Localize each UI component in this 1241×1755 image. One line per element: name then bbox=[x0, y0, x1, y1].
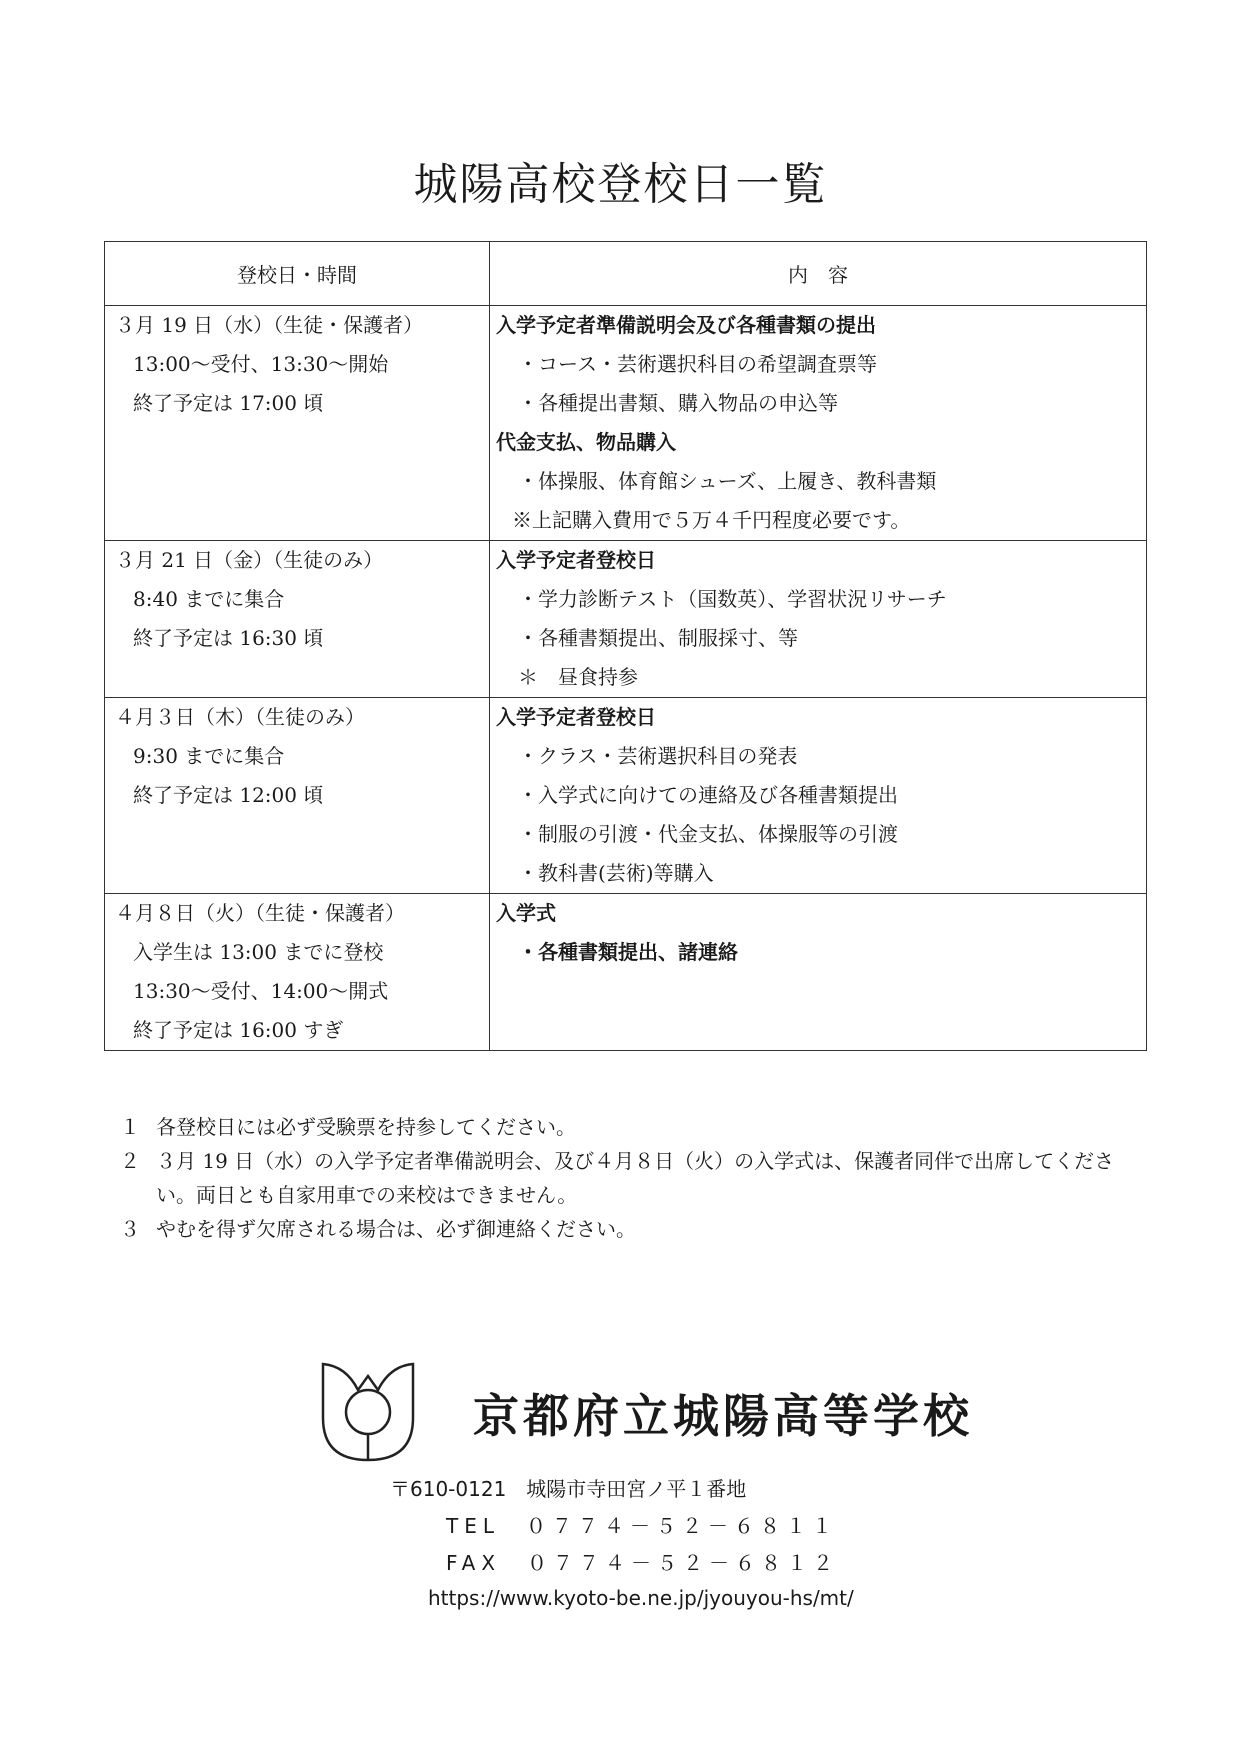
schedule-time-detail: 終了予定は 16:00 すぎ bbox=[133, 1018, 344, 1042]
content-heading: 代金支払、物品購入 bbox=[496, 430, 676, 454]
schedule-time-detail: 13:30～受付、14:00～開式 bbox=[133, 979, 389, 1003]
content-item: ・クラス・芸術選択科目の発表 bbox=[518, 744, 798, 768]
schedule-time-detail: 13:00～受付、13:30～開始 bbox=[133, 352, 389, 376]
header-content-label: 内 容 bbox=[788, 263, 848, 287]
schedule-row bbox=[105, 306, 1147, 541]
note-text: やむを得ず欠席される場合は、必ず御連絡ください。 bbox=[156, 1217, 636, 1241]
schedule-date: ３月 19 日（水）（生徒・保護者） bbox=[115, 313, 424, 337]
schedule-date-cell bbox=[105, 698, 490, 894]
schedule-time-detail: 8:40 までに集合 bbox=[133, 587, 285, 611]
content-item: ・教科書(芸術)等購入 bbox=[518, 861, 714, 885]
schedule-time-detail: 終了予定は 17:00 頃 bbox=[133, 391, 324, 415]
schedule-time-detail: 入学生は 13:00 までに登校 bbox=[133, 940, 384, 964]
school-website-link[interactable]: https://www.kyoto-be.ne.jp/jyouyou-hs/mt/ bbox=[428, 1586, 854, 1610]
content-item: ・制服の引渡・代金支払、体操服等の引渡 bbox=[518, 822, 898, 846]
schedule-date-cell bbox=[105, 894, 490, 1051]
note-text: ３月 19 日（水）の入学予定者準備説明会、及び４月８日（火）の入学式は、保護者同伴で出席してください。両日とも自家用車での来校はできません。 bbox=[156, 1149, 1115, 1207]
note-item bbox=[120, 1144, 1140, 1212]
content-item: ＊ 昼食持参 bbox=[518, 665, 638, 689]
note-number: １ bbox=[120, 1115, 140, 1139]
header-content bbox=[490, 242, 1147, 306]
content-item: ・学力診断テスト（国数英）、学習状況リサーチ bbox=[518, 587, 947, 611]
notes-list bbox=[120, 1110, 1140, 1246]
page-title: 城陽高校登校日一覧 bbox=[413, 159, 828, 210]
content-item: ・体操服、体育館シューズ、上履き、教科書類 bbox=[518, 469, 937, 493]
schedule-row bbox=[105, 894, 1147, 1051]
schedule-time-detail: 終了予定は 12:00 頃 bbox=[133, 783, 324, 807]
content-item: ・コース・芸術選択科目の希望調査票等 bbox=[518, 352, 877, 376]
content-heading: 入学予定者登校日 bbox=[496, 705, 656, 729]
schedule-content-cell bbox=[490, 541, 1147, 698]
school-emblem-logo bbox=[318, 1360, 418, 1464]
schedule-date-cell bbox=[105, 306, 490, 541]
school-name: 京都府立城陽高等学校 bbox=[473, 1389, 973, 1443]
content-heading: 入学式 bbox=[496, 901, 556, 925]
schedule-date: ３月 21 日（金）（生徒のみ） bbox=[115, 548, 384, 572]
schedule-table bbox=[104, 241, 1147, 1051]
header-date: 登校日・時間 bbox=[105, 242, 490, 306]
postal-address: 〒610-0121 城陽市寺田宮ノ平１番地 bbox=[390, 1477, 747, 1501]
schedule-time-detail: 9:30 までに集合 bbox=[133, 744, 285, 768]
schedule-date: ４月８日（火）（生徒・保護者） bbox=[115, 901, 405, 925]
schedule-row bbox=[105, 541, 1147, 698]
schedule-content-cell bbox=[490, 698, 1147, 894]
school-footer bbox=[318, 1360, 973, 1480]
schedule-row bbox=[105, 698, 1147, 894]
schedule-table-body bbox=[105, 306, 1147, 1051]
schedule-date-cell bbox=[105, 541, 490, 698]
schedule-content-cell bbox=[490, 306, 1147, 541]
content-item: ・各種書類提出、制服採寸、等 bbox=[518, 626, 798, 650]
note-text: 各登校日には必ず受験票を持参してください。 bbox=[156, 1115, 576, 1139]
content-item: ・各種書類提出、諸連絡 bbox=[518, 940, 738, 964]
content-item: ※上記購入費用で５万４千円程度必要です。 bbox=[512, 508, 911, 532]
telephone-number: TEL ０７７４－５２－６８１１ bbox=[446, 1514, 838, 1538]
content-item: ・入学式に向けての連絡及び各種書類提出 bbox=[518, 783, 898, 807]
note-item bbox=[120, 1212, 1140, 1246]
schedule-time-detail: 終了予定は 16:30 頃 bbox=[133, 626, 324, 650]
table-header-row bbox=[105, 242, 1147, 306]
note-item bbox=[120, 1110, 1140, 1144]
content-heading: 入学予定者登校日 bbox=[496, 548, 656, 572]
schedule-date: ４月３日（木）（生徒のみ） bbox=[115, 705, 365, 729]
note-number: ３ bbox=[120, 1217, 140, 1241]
content-item: ・各種提出書類、購入物品の申込等 bbox=[518, 391, 838, 415]
note-number: ２ bbox=[120, 1149, 140, 1173]
content-heading: 入学予定者準備説明会及び各種書類の提出 bbox=[496, 313, 876, 337]
schedule-content-cell bbox=[490, 894, 1147, 1051]
fax-number: FAX ０７７４－５２－６８１２ bbox=[446, 1551, 840, 1575]
